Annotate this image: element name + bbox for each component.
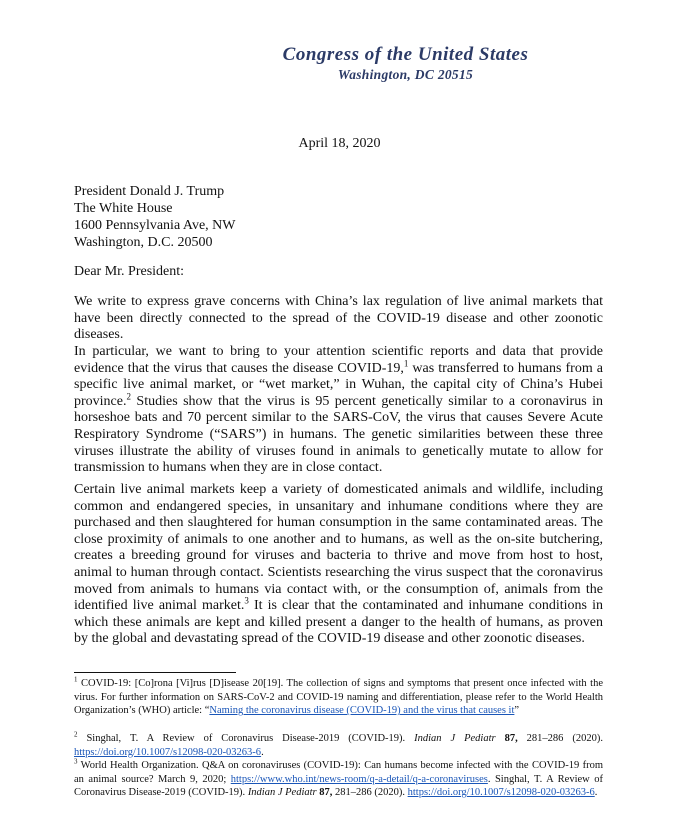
footnote-separator: [74, 672, 236, 673]
footnote-link[interactable]: https://www.who.int/news-room/q-a-detail/q-a-coronaviruses: [230, 773, 488, 785]
address-line: Washington, D.C. 20500: [74, 235, 213, 250]
footnote-mark: 2: [74, 730, 78, 739]
footnote-text: 281–286 (2020).: [517, 733, 603, 744]
footnote-text: World Health Organization. Q&A on coronaviruses (COVID-19): Can humans become infected with the COVID-19 from an animal source? March 9, 2020;: [74, 760, 603, 785]
footnote-link[interactable]: https://doi.org/10.1007/s12098-020-03263-6: [407, 787, 595, 799]
letter-date: April 18, 2020: [298, 136, 381, 151]
footnote-link[interactable]: https://doi.org/10.1007/s12098-020-03263-6: [74, 746, 262, 758]
paragraph-3: [74, 482, 603, 648]
footnote-text: Singhal, T. A Review of Coronavirus Disease-2019 (COVID-19).: [77, 733, 415, 744]
footnote-text: .: [594, 787, 598, 799]
journal-name: Indian J Pediatr: [414, 733, 496, 744]
address-line: 1600 Pennsylvania Ave, NW: [74, 218, 236, 233]
paragraph-text: was transferred to humans from a specific live animal market, or “wet market,” in Wuhan, the capital city of China’s Hubei province.: [74, 360, 603, 409]
paragraph-1: We write to express grave concerns with China’s lax regulation of live animal markets that have been directly connected to the spread of the COVID-19 disease and other zoonotic diseases.: [74, 294, 603, 343]
journal-volume: 87,: [495, 733, 518, 744]
letterhead-title: Congress of the United States: [282, 44, 529, 65]
paragraph-2: [74, 344, 603, 477]
footnote-text: 281–286 (2020).: [332, 787, 408, 799]
footnote-ref: 2: [126, 391, 131, 402]
footnote-mark: 3: [74, 757, 78, 766]
paragraph-text: In particular, we want to bring to your attention scientific reports and data that provide evidence that the virus that causes the disease COVID-19,: [74, 344, 603, 376]
footnote-text: ”: [514, 705, 520, 717]
footnote-1: [74, 677, 603, 718]
footnote-mark: 1: [74, 675, 78, 684]
footnote-ref: 1: [403, 357, 409, 368]
letterhead: [0, 44, 677, 84]
footnote-text: COVID-19: [Co]rona [Vi]rus [D]isease 20[19]. The collection of signs and symptoms that present once infected with the virus. For further information on SARS-CoV-2 and COVID-19 naming and differentiation, please refer to the World Health Organization’s (WHO) article: “: [74, 678, 603, 717]
footnote-2: [74, 732, 603, 759]
paragraph-text: Studies show that the virus is 95 percent genetically similar to a coronavirus in horseshoe bats and 70 percent similar to the SARS-CoV, the virus that causes Severe Acute Respiratory Syndrome (“SARS”) in humans. The genetic similarities between these three viruses illustrate the ability of viruses found in animals to genetically mutate to allow for transmission to humans when they are in close contact.: [74, 393, 603, 476]
address-line: The White House: [74, 201, 173, 216]
footnote-link[interactable]: Naming the coronavirus disease (COVID-19) and the virus that causes it: [209, 705, 515, 717]
footnote-text: .: [261, 746, 264, 758]
footnote-text: . Singhal, T. A Review of Coronavirus Disease-2019 (COVID-19).: [74, 773, 603, 799]
recipient-address: [74, 183, 236, 251]
paragraph-text: Certain live animal markets keep a variety of domesticated animals and wildlife, including common and endangered species, in unsanitary and inhumane conditions where they are purchased and then slaughtered for human consumption in the same contaminated areas. The close proximity of animals to one another and to humans, as well as the on-site butchering, creates a breeding ground for viruses and bacteria to thrive and move from host to host, animal to human through contact. Scientists researching the virus suspect that the coronavirus moved from animals to humans via contact with, or the consumption of, animals from the identified live animal market.: [74, 482, 603, 614]
journal-name: Indian J Pediatr: [247, 787, 317, 799]
address-line: President Donald J. Trump: [74, 184, 225, 199]
paragraph-text: It is clear that the contaminated and inhumane conditions in which these animals are kept and killed present a danger to the health of humans, as proven by the global and devastating spread of the COVID-19 disease and other zoonotic diseases.: [74, 598, 603, 647]
letterhead-subtitle: Washington, DC 20515: [337, 67, 474, 82]
footnote-3: [74, 759, 603, 800]
journal-volume: 87,: [316, 787, 333, 799]
salutation: Dear Mr. President:: [74, 264, 185, 279]
footnote-ref: 3: [244, 595, 249, 606]
